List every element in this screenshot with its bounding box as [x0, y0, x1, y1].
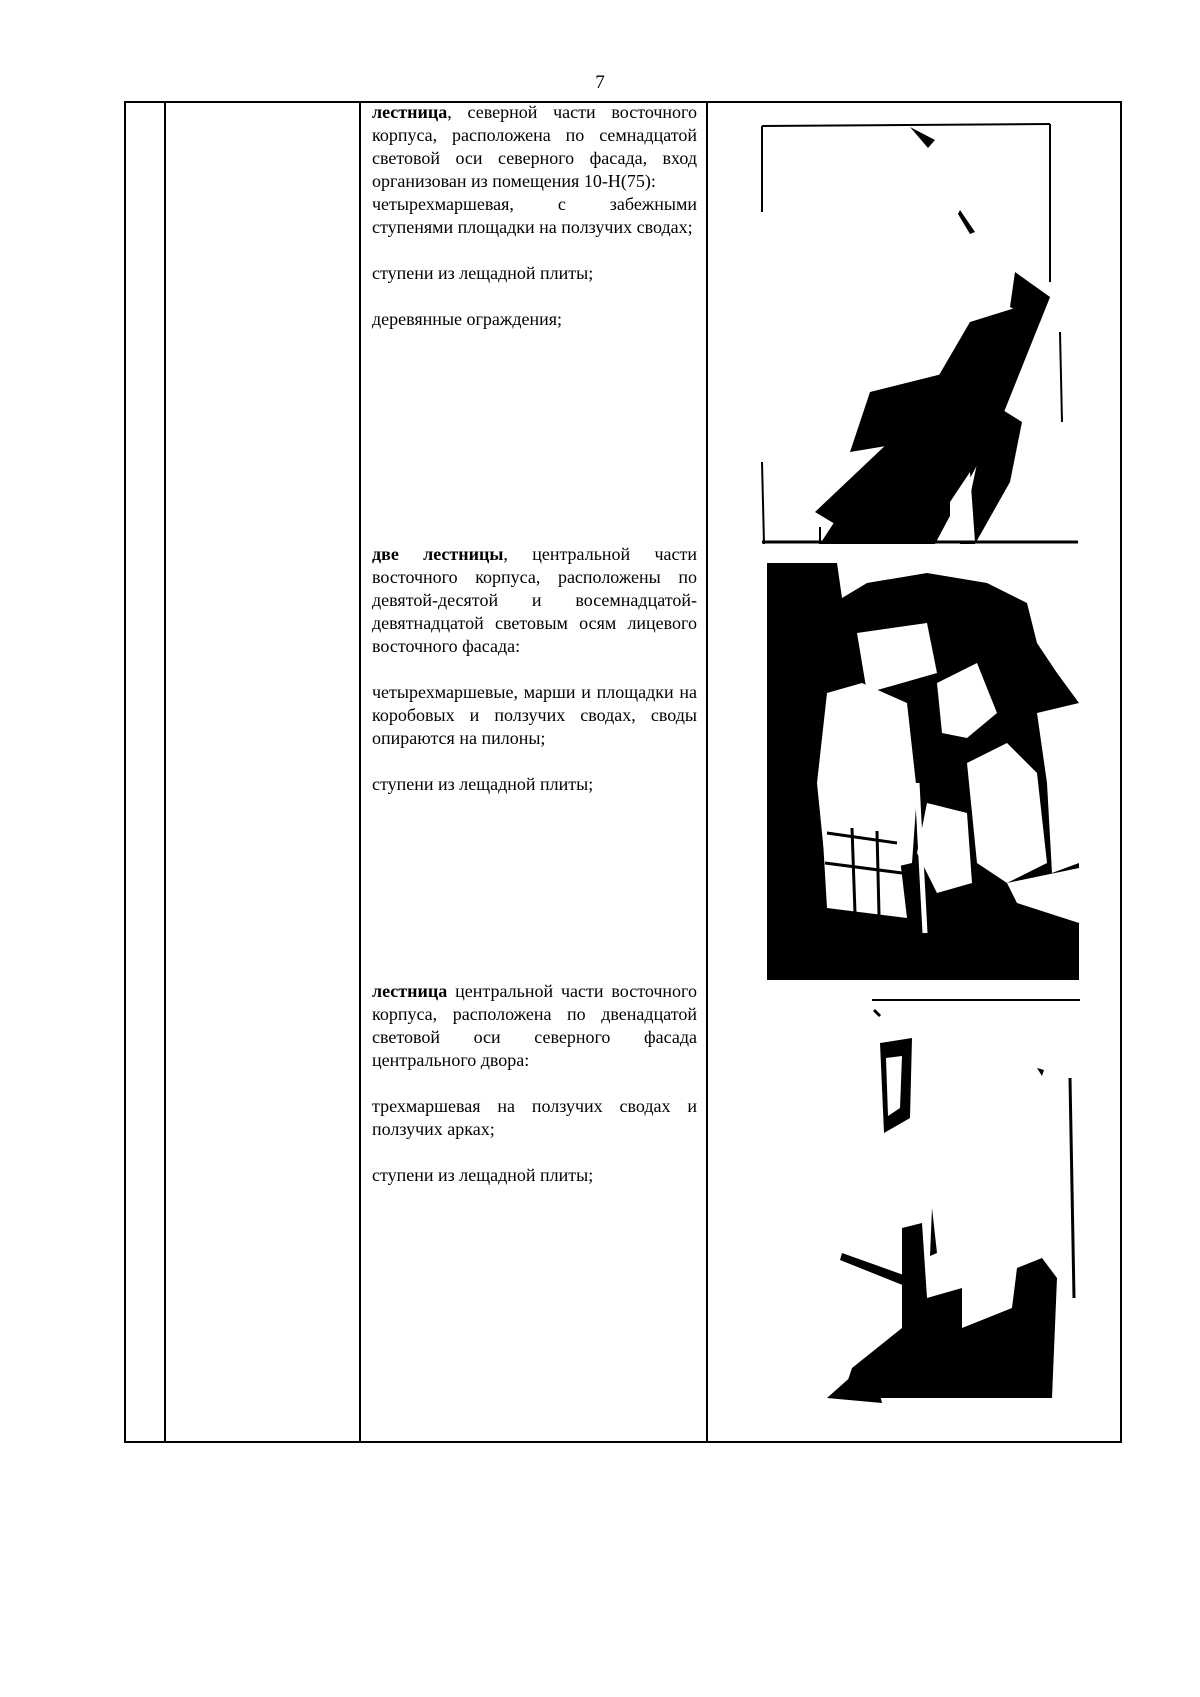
staircase-photo-1 [760, 122, 1080, 544]
entry-3-item-2: ступени из лещадной плиты; [372, 1165, 594, 1185]
entry-3-heading: лестница [372, 981, 448, 1001]
entry-2-heading: две лестницы [372, 544, 504, 564]
entry-1-item-2: ступени из лещадной плиты; [372, 263, 594, 283]
entry-3-description [372, 980, 697, 1187]
entry-1-item-1: четырехмаршевая, с забежными ступенями площадки на ползучих сводах; [372, 194, 697, 237]
entry-1-intro: , северной части восточного корпуса, расположена по семнадцатой световой оси северного фасада, вход организован из помещения 10-Н(75): [372, 102, 697, 191]
entry-1-item-3: деревянные ограждения; [372, 309, 563, 329]
entry-2-item-2: ступени из лещадной плиты; [372, 774, 594, 794]
staircase-photo-3 [812, 998, 1080, 1418]
staircase-photo-2 [767, 563, 1079, 980]
page-number: 7 [595, 72, 605, 93]
entry-1-heading: лестница [372, 102, 448, 122]
entry-1-description [372, 101, 697, 331]
entry-2-item-1: четырехмаршевые, марши и площадки на коробовых и ползучих сводах, своды опираются на пилоны; [372, 682, 697, 748]
entry-3-intro: центральной части восточного корпуса, расположена по двенадцатой световой оси северного фасада центрального двора: [372, 981, 697, 1070]
entry-3-item-1: трехмаршевая на ползучих сводах и ползучих арках; [372, 1096, 697, 1139]
column-divider [359, 101, 361, 1443]
column-divider [164, 101, 166, 1443]
entry-2-intro: , центральной части восточного корпуса, расположены по девятой-десятой и восемнадцатой-девятнадцатой световым осям лицевого восточного фасада: [372, 544, 697, 656]
column-divider [706, 101, 708, 1443]
entry-2-description [372, 543, 697, 796]
